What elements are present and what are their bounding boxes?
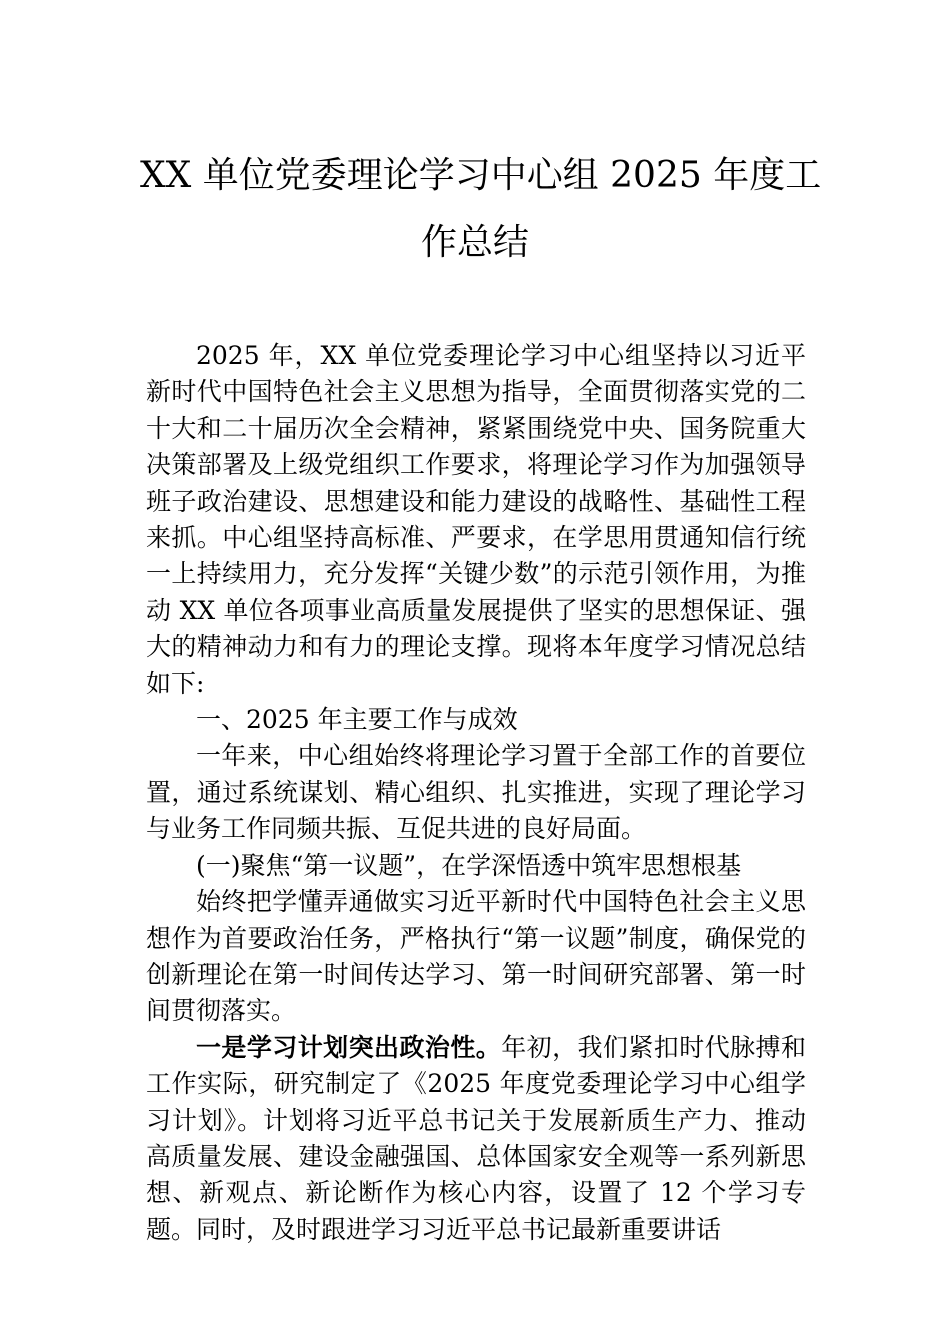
subsection-heading-1: (一)聚焦“第一议题”，在学深悟透中筑牢思想根基 [196,850,742,880]
document-title-line-1: XX 单位党委理论学习中心组 2025 年度工 [140,155,822,196]
intro-paragraph: 2025 年，XX 单位党委理论学习中心组坚持以习近平新时代中国特色社会主义思想为指导，全面贯彻落实党的二十大和二十届历次全会精神，紧紧围绕党中央、国务院重大决策部署及上级党组织工作要求，将理论学习作为加强领导班子政治建设、思想建设和能力建设的战略性、基础性工程来抓。中心组坚持高标准、严要求，在学思用贯通知信行统一上持续用力，充分发挥“关键少数”的示范引领作用，为推动 XX 单位各项事业高质量发展提供了坚实的思想保证、强大的精神动力和有力的理论支撑。现将本年度学习情况总结如下: [146,341,806,698]
section-heading-1: 一、2025 年主要工作与成效 [196,705,518,735]
study-plan-text: 年初，我们紧扣时代脉搏和工作实际，研究制定了《2025 年度党委理论学习中心组学习计划》。计划将习近平总书记关于发展新质生产力、推动高质量发展、建设金融强国、总体国家安全观等一系列新思想、新观点、新论断作为核心内容，设置了 12 个学习专题。同时，及时跟进学习习近平总书记最新重要讲话 [146,1032,806,1244]
study-plan-lead: 一是学习计划突出政治性。 [196,1032,502,1062]
study-plan-paragraph [146,1030,806,1248]
document-title-line-2: 作总结 [420,222,529,263]
subsection-1-paragraph: 始终把学懂弄通做实习近平新时代中国特色社会主义思想作为首要政治任务，严格执行“第一议题”制度，确保党的创新理论在第一时间传达学习、第一时间研究部署、第一时间贯彻落实。 [146,887,806,1026]
document-body [146,338,806,1248]
section-1-paragraph: 一年来，中心组始终将理论学习置于全部工作的首要位置，通过系统谋划、精心组织、扎实推进，实现了理论学习与业务工作同频共振、互促共进的良好局面。 [146,741,806,844]
